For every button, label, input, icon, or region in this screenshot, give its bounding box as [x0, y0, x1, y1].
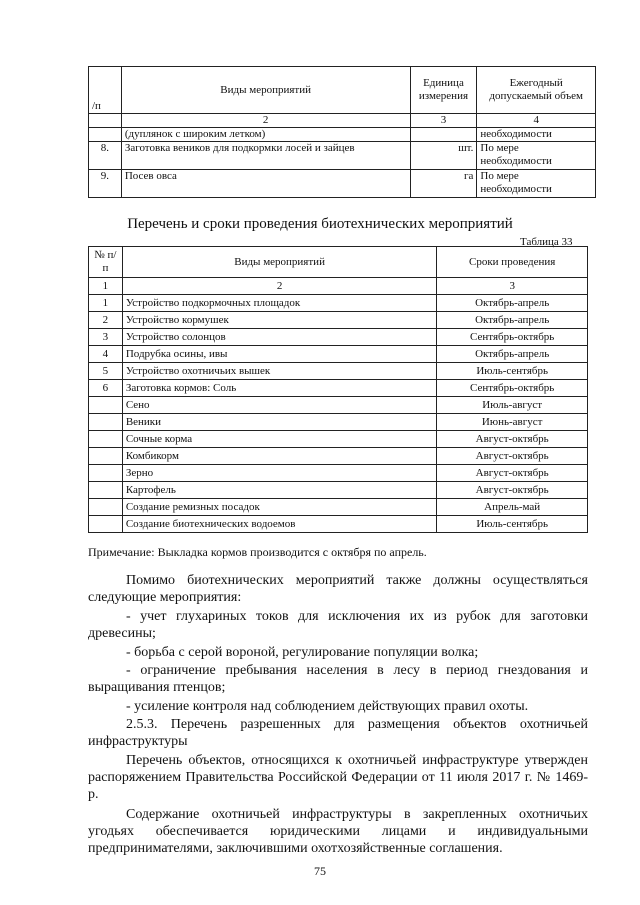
col-number: 3 [410, 114, 477, 128]
table-row [89, 128, 596, 142]
table-number: Таблица 33 [520, 236, 573, 248]
cell-num [89, 414, 123, 431]
col-header-period: Сроки проведения [437, 247, 588, 278]
cell-unit [410, 128, 477, 142]
cell-activity: Устройство подкормочных площадок [122, 295, 437, 312]
cell-num: 4 [89, 346, 123, 363]
cell-num [89, 128, 122, 142]
table-row [89, 312, 588, 329]
paragraph: Содержание охотничьей инфраструктуры в закрепленных охотничьих угодьях обеспечивается юридическими лицами и индивидуальными предпринимателями, заключившими охотхозяйственные соглашения. [88, 807, 588, 856]
col-header-activity: Виды мероприятий [122, 247, 437, 278]
cell-activity: Создание ремизных посадок [122, 499, 437, 516]
bullet-item: - борьба с серой вороной, регулирование популяции волка; [126, 645, 479, 660]
cell-activity: Устройство кормушек [122, 312, 437, 329]
section-heading: 2.5.3. Перечень разрешенных для размещения объектов охотничьей инфраструктуры [88, 717, 588, 749]
table-row [89, 363, 588, 380]
cell-activity: Картофель [122, 482, 437, 499]
cell-activity: Устройство охотничьих вышек [122, 363, 437, 380]
col-header-num: /п [89, 67, 122, 114]
cell-period: Октябрь-апрель [437, 295, 588, 312]
cell-volume: По мере необходимости [477, 170, 596, 198]
cell-period: Сентябрь-октябрь [437, 380, 588, 397]
cell-activity: Сено [122, 397, 437, 414]
cell-activity: Комбикорм [122, 448, 437, 465]
table-row [89, 414, 588, 431]
cell-period: Июнь-август [437, 414, 588, 431]
cell-period: Июль-август [437, 397, 588, 414]
cell-num [89, 448, 123, 465]
cell-period: Октябрь-апрель [437, 346, 588, 363]
cell-unit: шт. [410, 142, 477, 170]
table-row [89, 380, 588, 397]
table-row [89, 346, 588, 363]
section-title: Перечень и сроки проведения биотехнических мероприятий [127, 216, 513, 232]
cell-period: Август-октябрь [437, 448, 588, 465]
cell-num [89, 516, 123, 533]
cell-activity: Заготовка кормов: Соль [122, 380, 437, 397]
col-number: 2 [122, 278, 437, 295]
cell-period: Август-октябрь [437, 465, 588, 482]
cell-period: Август-октябрь [437, 482, 588, 499]
col-header-num: № п/п [89, 247, 123, 278]
cell-activity: Сочные корма [122, 431, 437, 448]
col-header-unit: Единица измерения [410, 67, 477, 114]
col-number: 3 [437, 278, 588, 295]
cell-num: 3 [89, 329, 123, 346]
table-row [89, 170, 596, 198]
table-row [89, 397, 588, 414]
col-number: 4 [477, 114, 596, 128]
table-row [89, 465, 588, 482]
cell-num: 6 [89, 380, 123, 397]
cell-activity: Веники [122, 414, 437, 431]
cell-num: 2 [89, 312, 123, 329]
cell-activity: (дуплянок с широким летком) [121, 128, 410, 142]
cell-period: Сентябрь-октябрь [437, 329, 588, 346]
bullet-item: - учет глухариных токов для исключения их из рубок для заготовки древесины; [88, 609, 588, 641]
cell-activity: Посев овса [121, 170, 410, 198]
col-number [89, 114, 122, 128]
cell-num [89, 499, 123, 516]
cell-period: Август-октябрь [437, 431, 588, 448]
cell-num: 5 [89, 363, 123, 380]
table-row [89, 448, 588, 465]
col-number: 1 [89, 278, 123, 295]
cell-period: Июль-сентябрь [437, 363, 588, 380]
cell-num [89, 431, 123, 448]
cell-activity: Устройство солонцов [122, 329, 437, 346]
col-header-activity: Виды мероприятий [121, 67, 410, 114]
cell-unit: га [410, 170, 477, 198]
bullet-item: - усиление контроля над соблюдением действующих правил охоты. [126, 699, 529, 714]
cell-activity: Заготовка веников для подкормки лосей и зайцев [121, 142, 410, 170]
table-row [89, 499, 588, 516]
cell-num [89, 397, 123, 414]
biotech-table [88, 246, 588, 533]
table-row [89, 516, 588, 533]
cell-num [89, 465, 123, 482]
cell-period: Июль-сентябрь [437, 516, 588, 533]
table-row [89, 482, 588, 499]
table-continuation [88, 66, 596, 198]
cell-activity: Создание биотехнических водоемов [122, 516, 437, 533]
page-number: 75 [314, 864, 326, 878]
table-row [89, 431, 588, 448]
col-header-volume: Ежегодный допускаемый объем [477, 67, 596, 114]
table-row [89, 329, 588, 346]
col-number: 2 [121, 114, 410, 128]
cell-period: Октябрь-апрель [437, 312, 588, 329]
table-row [89, 142, 596, 170]
cell-num [89, 482, 123, 499]
cell-num: 9. [89, 170, 122, 198]
paragraph: Перечень объектов, относящихся к охотничьей инфраструктуре утвержден распоряжением Правительства Российской Федерации от 11 июля 2017 г. № 1469-р. [88, 753, 588, 802]
paragraph: Помимо биотехнических мероприятий также должны осуществляться следующие мероприятия: [88, 573, 588, 605]
cell-activity: Подрубка осины, ивы [122, 346, 437, 363]
bullet-item: - ограничение пребывания населения в лесу в период гнездования и выращивания птенцов; [88, 663, 588, 695]
cell-period: Апрель-май [437, 499, 588, 516]
table-note: Примечание: Выкладка кормов производится с октября по апрель. [88, 545, 427, 559]
table-row [89, 295, 588, 312]
cell-volume: необходимости [477, 128, 596, 142]
cell-num: 1 [89, 295, 123, 312]
cell-num: 8. [89, 142, 122, 170]
cell-volume: По мере необходимости [477, 142, 596, 170]
cell-activity: Зерно [122, 465, 437, 482]
